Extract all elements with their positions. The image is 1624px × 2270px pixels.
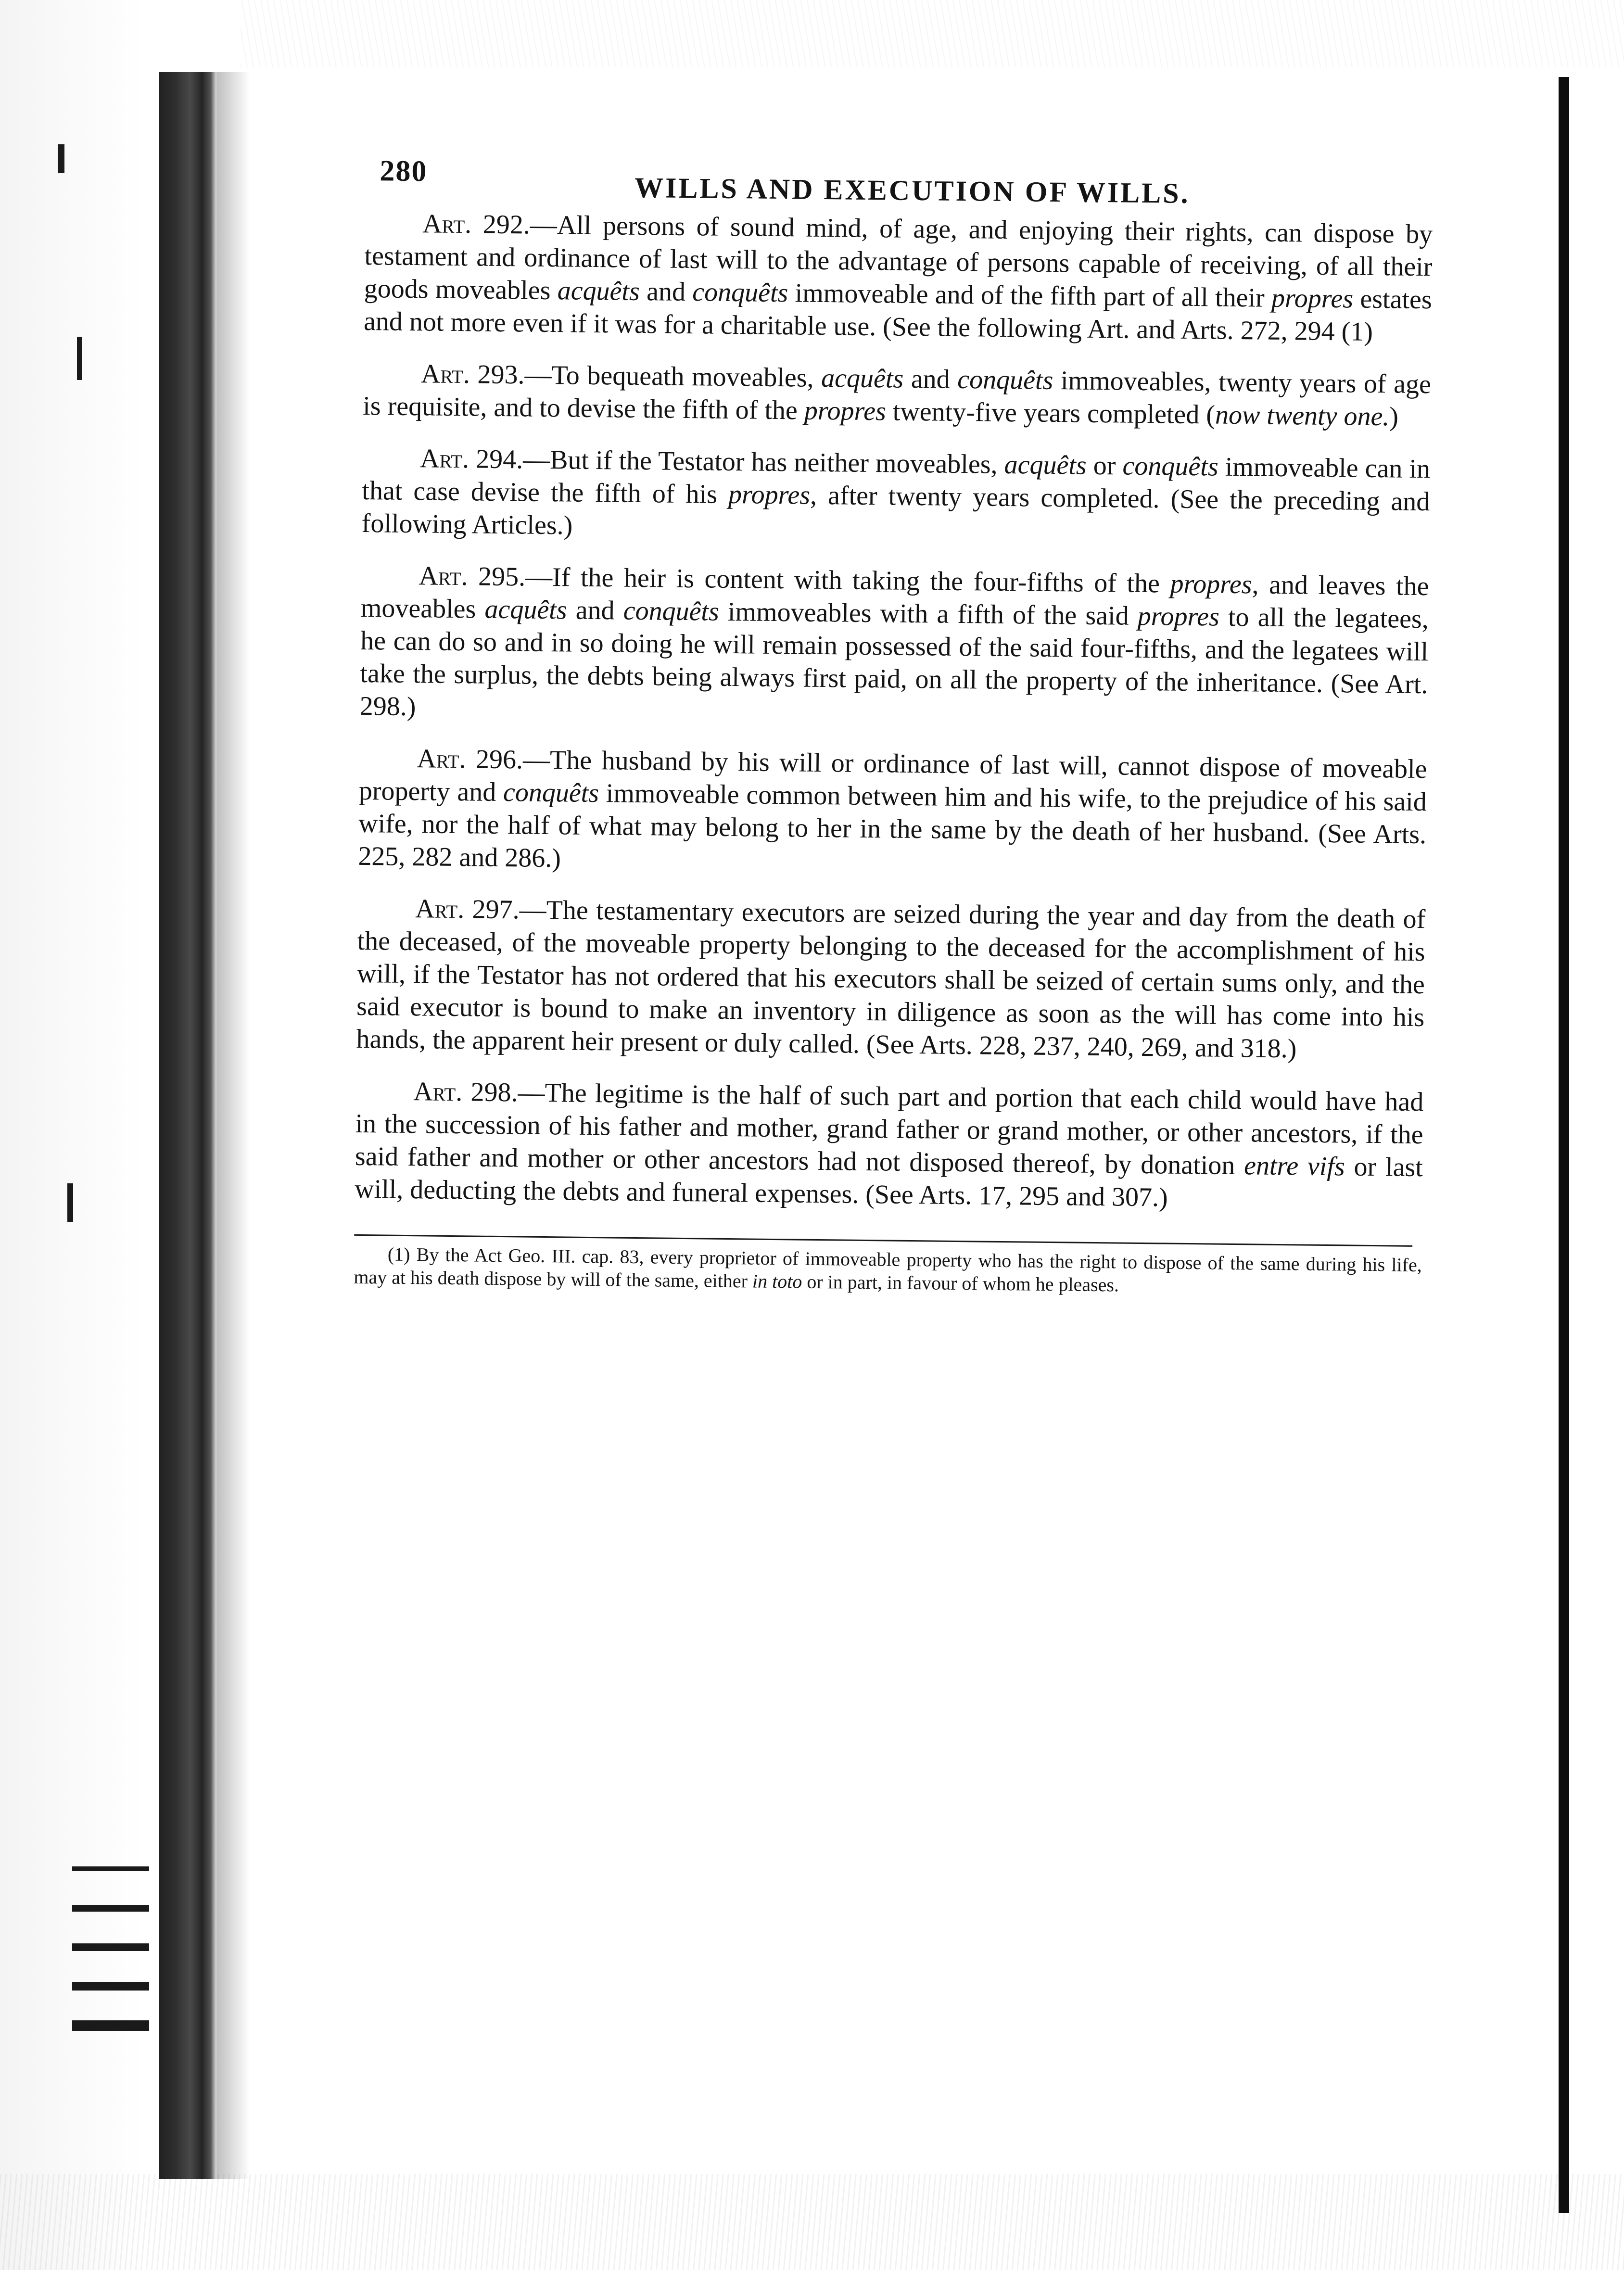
italic-term: acquêts (1004, 449, 1087, 481)
article (358, 742, 1427, 884)
article-text: —If the heir is content with taking the four-fifths of the (525, 562, 1170, 599)
article-number: 297. (472, 894, 520, 925)
article-text: —All persons of sound mind, of age, and enjoying their rights, can dispose by testament and ordinance of last will to the advantage of persons capable of receiving, of all their goods moveables (364, 210, 1433, 306)
article (363, 357, 1431, 433)
article-label: Art. (415, 894, 465, 925)
article-text: estates and not more even if it was for a charitable use. (See the following Art. and Arts. 272, 294 (1) (363, 284, 1433, 347)
scan-mark (72, 2020, 149, 2031)
article-text: immoveables, twenty years of age is requisite, and to devise the fifth of the (362, 365, 1432, 426)
article-text: immoveable and of the fifth part of all their (788, 278, 1272, 313)
article (356, 892, 1425, 1066)
footnote-text: or in part, in favour of whom he pleases. (802, 1270, 1119, 1296)
article-text: and (567, 595, 624, 626)
binding-shadow-gradient (216, 72, 250, 2179)
italic-term: acquêts (821, 363, 904, 394)
article (364, 207, 1433, 349)
footnote-text: (1) By the Act Geo. III. cap. 83, every proprietor of immoveable property who has the right to dispose of the same during his life, may at his death dispose by will of the same, either (354, 1243, 1422, 1292)
article-label: Art. (419, 444, 469, 474)
article-text: immoveables with a fifth of the said (719, 596, 1138, 631)
italic-term: conquêts (623, 596, 720, 627)
scan-noise-bottom (0, 2174, 1624, 2270)
article-text: —The husband by his will or ordinance of last will, cannot dispose of moveable property and (358, 745, 1427, 808)
scan-mark (72, 1982, 149, 1991)
article-number: 293. (477, 359, 525, 390)
article (359, 559, 1429, 734)
binding-shadow (159, 72, 216, 2179)
article-text: to all the legatees, he can do so and in so doing he will remain possessed of the said four-fifths, and the legatees will take the surplus, the debts being always first paid, on all the property of the inheritance. (See Art. 298.) (359, 602, 1429, 722)
article-number: 292. (482, 209, 531, 240)
article-label: Art. (417, 744, 466, 774)
italic-term: propres (728, 479, 811, 510)
article-text: , after twenty years completed. (See the preceding and following Articles.) (361, 480, 1430, 541)
scan-mark (77, 337, 82, 380)
page-title: WILLS AND EXECUTION OF WILLS. (634, 171, 1190, 209)
article-label: Art. (420, 359, 470, 390)
scan-mark (72, 1905, 149, 1912)
italic-term: acquêts (557, 276, 640, 306)
article-text: —But if the Testator has neither moveables, (522, 444, 1005, 480)
italic-term: propres (1170, 569, 1252, 600)
scan-mark (72, 1943, 149, 1951)
article-text: —To bequeath moveables, (524, 360, 822, 393)
italic-term: conquêts (692, 277, 788, 308)
article-text: and (903, 364, 958, 394)
article-text: ) (1389, 402, 1399, 432)
article-number: 295. (478, 561, 526, 592)
italic-term: propres (1271, 283, 1354, 314)
italic-term: conquêts (503, 777, 599, 809)
article-text: or last will, deducting the debts and funeral expenses. (See Arts. 17, 295 and 307.) (354, 1152, 1423, 1213)
article-text: immoveable can in that case devise the fifth of his (362, 452, 1431, 509)
article-number: 294. (475, 444, 523, 475)
article (361, 442, 1430, 551)
italic-term: entre vifs (1243, 1151, 1345, 1182)
article-label: Art. (413, 1077, 463, 1107)
italic-term: propres (804, 395, 887, 427)
italic-term: propres (1137, 601, 1220, 632)
article-label: Art. (422, 209, 472, 240)
article-number: 298. (470, 1077, 518, 1108)
footnote (354, 1243, 1422, 1300)
italic-term: acquêts (484, 594, 567, 625)
italic-term: now twenty one. (1215, 400, 1390, 432)
scan-margin (0, 0, 144, 2270)
italic-term: in toto (752, 1270, 802, 1293)
scan-mark (67, 1183, 73, 1222)
article-list (355, 207, 1433, 1217)
article-text: —The legitime is the half of such part and portion that each child would have had in the succession of his father and mother, grand father or grand mother, or other ancestors, if the said father and mother or other ancestors had not disposed thereof, by donation (355, 1078, 1424, 1181)
article (355, 1075, 1424, 1217)
article-text: twenty-five years completed ( (886, 396, 1216, 430)
scan-mark (58, 144, 64, 173)
page-number: 280 (380, 154, 428, 188)
article-text: and (639, 276, 693, 307)
article-text: —The testamentary executors are seized during the year and day from the death of the deceased, of the moveable property belonging to the deceased for the accomplishment of his will, if the Testator has not ordered that his executors shall be seized of certain sums only, and the said executor is bound to make an inventory in diligence as soon as the will has come into his hands, the apparent heir present or duly called. (See Arts. 228, 237, 240, 269, and 318.) (356, 895, 1426, 1064)
article-number: 296. (475, 744, 523, 775)
scan-noise-top (241, 0, 1624, 67)
scan-mark (72, 1866, 149, 1871)
page-edge (1559, 77, 1569, 2213)
article-text: immoveable common between him and his wife, to the prejudice of his said wife, nor the half of what may belong to her in the same by the death of her husband. (See Arts. 225, 282 and 286.) (358, 778, 1427, 874)
article-label: Art. (419, 561, 468, 592)
italic-term: conquêts (957, 364, 1053, 395)
running-head (365, 144, 1434, 218)
article-text: or (1086, 450, 1123, 481)
italic-term: conquêts (1122, 451, 1218, 482)
book-page (354, 144, 1434, 1300)
article-text: , and leaves the moveables (360, 570, 1429, 624)
